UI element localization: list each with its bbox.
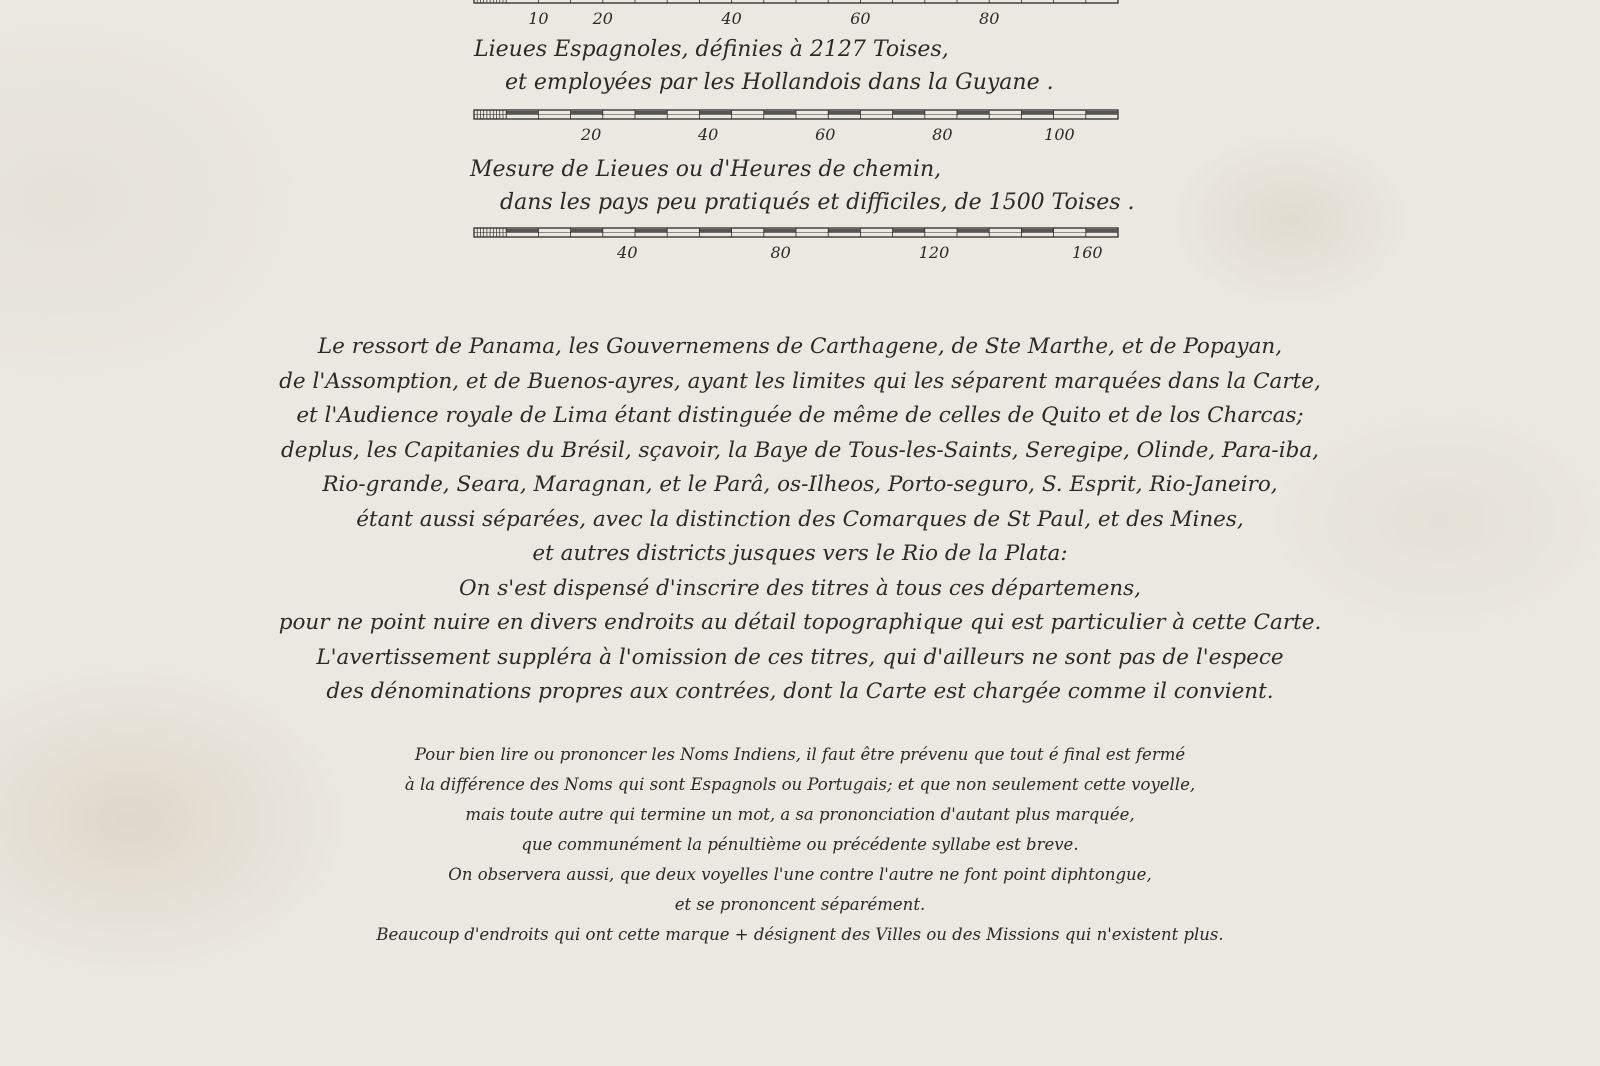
note-text-line: Pour bien lire ou prononcer les Noms Indiens, il faut être prévenu que tout é final est fermé [414, 745, 1186, 764]
scale-2-title-line-1: Lieues Espagnoles, définies à 2127 Toises, [474, 37, 949, 62]
scale-bar-3 [474, 228, 1118, 262]
note-text-line: que communément la pénultième ou précédente syllabe est breve. [521, 835, 1079, 854]
scale-segment [893, 111, 925, 115]
scale-tick-label: 80 [932, 125, 953, 144]
scale-tick-label: 160 [1072, 243, 1103, 262]
scale-segment [667, 233, 699, 237]
scale-3-title-line-1: Mesure de Lieues ou d'Heures de chemin, [470, 157, 942, 182]
scale-segment [893, 229, 925, 233]
note-text-line: Beaucoup d'endroits qui ont cette marque + désignent des Villes ou des Missions qui n'existent plus. [376, 925, 1224, 944]
scale-tick-label: 80 [770, 243, 791, 262]
pronunciation-note [0, 740, 1600, 950]
main-text-line: L'avertissement suppléra à l'omission de ces titres, qui d'ailleurs ne sont pas de l'espece [316, 644, 1284, 670]
scale-segment [732, 0, 764, 2]
scale-segment [989, 0, 1021, 2]
scale-segment [957, 111, 989, 115]
scale-segment [925, 0, 957, 2]
note-text-line: et se prononcent séparément. [674, 895, 926, 914]
scale-segment [506, 229, 538, 233]
scale-segment [796, 115, 828, 119]
scale-2-title-line-2: et employées par les Hollandois dans la Guyane . [505, 70, 1054, 95]
scale-segment [603, 0, 635, 2]
scale-tick-label: 40 [698, 125, 719, 144]
scale-segment [1086, 111, 1118, 115]
scale-segment [1021, 111, 1053, 115]
scale-segment [603, 233, 635, 237]
main-text-line: deplus, les Capitanies du Brésil, sçavoir, la Baye de Tous-les-Saints, Seregipe, Olinde, Para-iba, [280, 437, 1319, 463]
scale-segment [571, 111, 603, 115]
scale-tick-label: 60 [850, 9, 871, 28]
main-paragraph [0, 330, 1600, 710]
scale-segment [1021, 229, 1053, 233]
scale-segment [957, 229, 989, 233]
scale-segment [732, 115, 764, 119]
scale-segment [796, 0, 828, 2]
main-text-line: étant aussi séparées, avec la distinction des Comarques de St Paul, et des Mines, [356, 506, 1244, 532]
scale-segment [989, 233, 1021, 237]
scale-segment [925, 115, 957, 119]
scale-segment [571, 229, 603, 233]
main-text-line: Rio-grande, Seara, Maragnan, et le Parâ, os-Ilheos, Porto-seguro, S. Esprit, Rio-Janeiro, [322, 472, 1278, 497]
scale-segment [699, 111, 731, 115]
scale-tick-label: 40 [721, 9, 742, 28]
scale-tick-label: 10 [528, 9, 549, 28]
scale-segment [667, 0, 699, 2]
main-text-line: et autres districts jusques vers le Rio de la Plata: [532, 541, 1068, 566]
main-text-line: pour ne point nuire en divers endroits au détail topographique qui est particulier à cette Carte. [278, 610, 1322, 635]
scale-segment [764, 229, 796, 233]
scale-tick-label: 120 [918, 243, 950, 262]
scale-segment [796, 233, 828, 237]
scale-tick-label: 100 [1044, 125, 1075, 144]
scale-segment [1054, 233, 1086, 237]
scale-bar-1 [474, 0, 1118, 28]
scale-segment [699, 229, 731, 233]
scale-segment [828, 229, 860, 233]
scale-segment [828, 111, 860, 115]
scale-segment [925, 233, 957, 237]
scale-segment [732, 233, 764, 237]
scale-tick-label: 80 [979, 9, 1000, 28]
main-text-line: Le ressort de Panama, les Gouvernemens de Carthagene, de Ste Marthe, et de Popayan, [317, 334, 1283, 359]
scale-segment [635, 111, 667, 115]
scale-segment [603, 115, 635, 119]
scale-3-title-line-2: dans les pays peu pratiqués et difficiles, de 1500 Toises . [500, 190, 1135, 215]
note-text-line: On observera aussi, que deux voyelles l'une contre l'autre ne font point diphtongue, [448, 865, 1152, 884]
scale-segment [860, 233, 892, 237]
main-text-line: de l'Assomption, et de Buenos-ayres, ayant les limites qui les séparent marquées dans la Carte, [279, 368, 1321, 394]
scale-segment [538, 0, 570, 2]
scale-tick-label: 20 [580, 125, 602, 144]
scale-tick-label: 40 [617, 243, 638, 262]
scale-segment [538, 115, 570, 119]
main-text-line: et l'Audience royale de Lima étant distinguée de même de celles de Quito et de los Charcas; [296, 403, 1304, 428]
scale-segment [860, 0, 892, 2]
scale-segment [506, 111, 538, 115]
scale-segment [635, 229, 667, 233]
scale-tick-label: 60 [815, 125, 836, 144]
scale-segment [1054, 0, 1086, 2]
scale-segment [989, 115, 1021, 119]
scale-bar-2 [474, 110, 1118, 144]
scale-tick-label: 20 [592, 9, 613, 28]
note-text-line: à la différence des Noms qui sont Espagnols ou Portugais; et que non seulement cette voyelle, [404, 775, 1196, 794]
scale-segment [538, 233, 570, 237]
main-text-line: On s'est dispensé d'inscrire des titres à tous ces départemens, [458, 575, 1142, 601]
scale-segment [860, 115, 892, 119]
scale-segment [764, 111, 796, 115]
scale-segment [1054, 115, 1086, 119]
main-text-line: des dénominations propres aux contrées, dont la Carte est chargée comme il convient. [326, 679, 1274, 704]
scale-segment [1086, 229, 1118, 233]
note-text-line: mais toute autre qui termine un mot, a sa prononciation d'autant plus marquée, [465, 805, 1135, 824]
scale-segment [667, 115, 699, 119]
